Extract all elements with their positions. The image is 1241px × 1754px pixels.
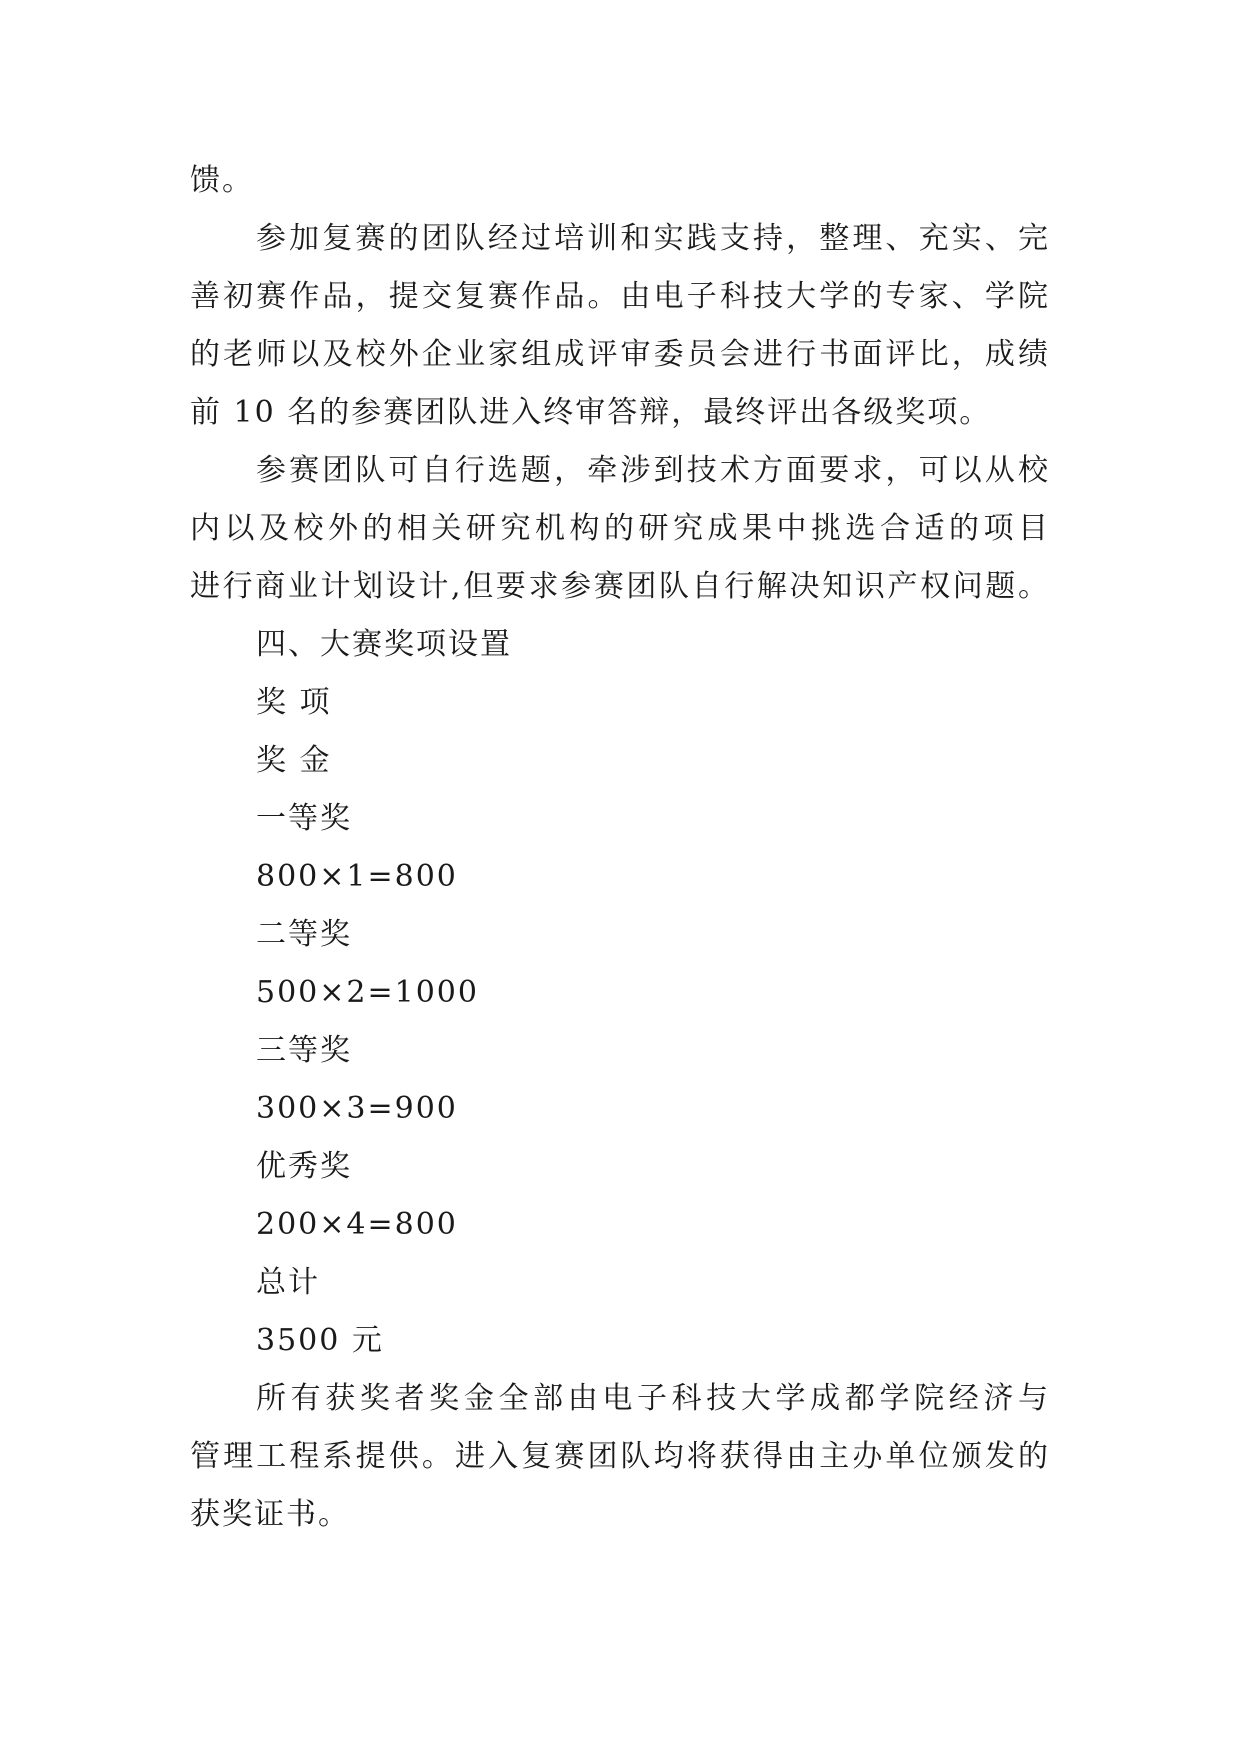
award-header-amount: 奖 金 bbox=[256, 743, 332, 778]
paragraph-line: 所有获奖者奖金全部由电子科技大学成都学院经济与 bbox=[256, 1381, 1050, 1416]
award-name: 优秀奖 bbox=[256, 1149, 352, 1184]
paragraph-line: 管理工程系提供。进入复赛团队均将获得由主办单位颁发的 bbox=[190, 1439, 1050, 1474]
paragraph-line: 参赛团队可自行选题，牵涉到技术方面要求，可以从校 bbox=[256, 453, 1050, 488]
award-amount: 800×1=800 bbox=[256, 859, 458, 894]
total-label: 总计 bbox=[256, 1265, 320, 1300]
award-name: 二等奖 bbox=[256, 917, 352, 952]
paragraph-line: 参加复赛的团队经过培训和实践支持，整理、充实、完 bbox=[256, 221, 1050, 256]
award-name: 一等奖 bbox=[256, 801, 352, 836]
paragraph-line: 的老师以及校外企业家组成评审委员会进行书面评比，成绩 bbox=[190, 337, 1050, 372]
paragraph-line: 善初赛作品，提交复赛作品。由电子科技大学的专家、学院 bbox=[190, 279, 1050, 314]
paragraph-line: 进行商业计划设计,但要求参赛团队自行解决知识产权问题。 bbox=[190, 569, 1050, 604]
award-name: 三等奖 bbox=[256, 1033, 352, 1068]
paragraph-line: 内以及校外的相关研究机构的研究成果中挑选合适的项目 bbox=[190, 511, 1050, 546]
paragraph-line: 前 10 名的参赛团队进入终审答辩，最终评出各级奖项。 bbox=[190, 395, 992, 430]
award-amount: 500×2=1000 bbox=[256, 975, 479, 1010]
paragraph-line: 获奖证书。 bbox=[190, 1497, 350, 1532]
section-heading: 四、大赛奖项设置 bbox=[256, 627, 512, 662]
award-amount: 300×3=900 bbox=[256, 1091, 458, 1126]
award-header-item: 奖 项 bbox=[256, 685, 332, 720]
award-amount: 200×4=800 bbox=[256, 1207, 458, 1242]
total-amount: 3500 元 bbox=[256, 1323, 384, 1358]
paragraph-line: 馈。 bbox=[190, 163, 254, 198]
